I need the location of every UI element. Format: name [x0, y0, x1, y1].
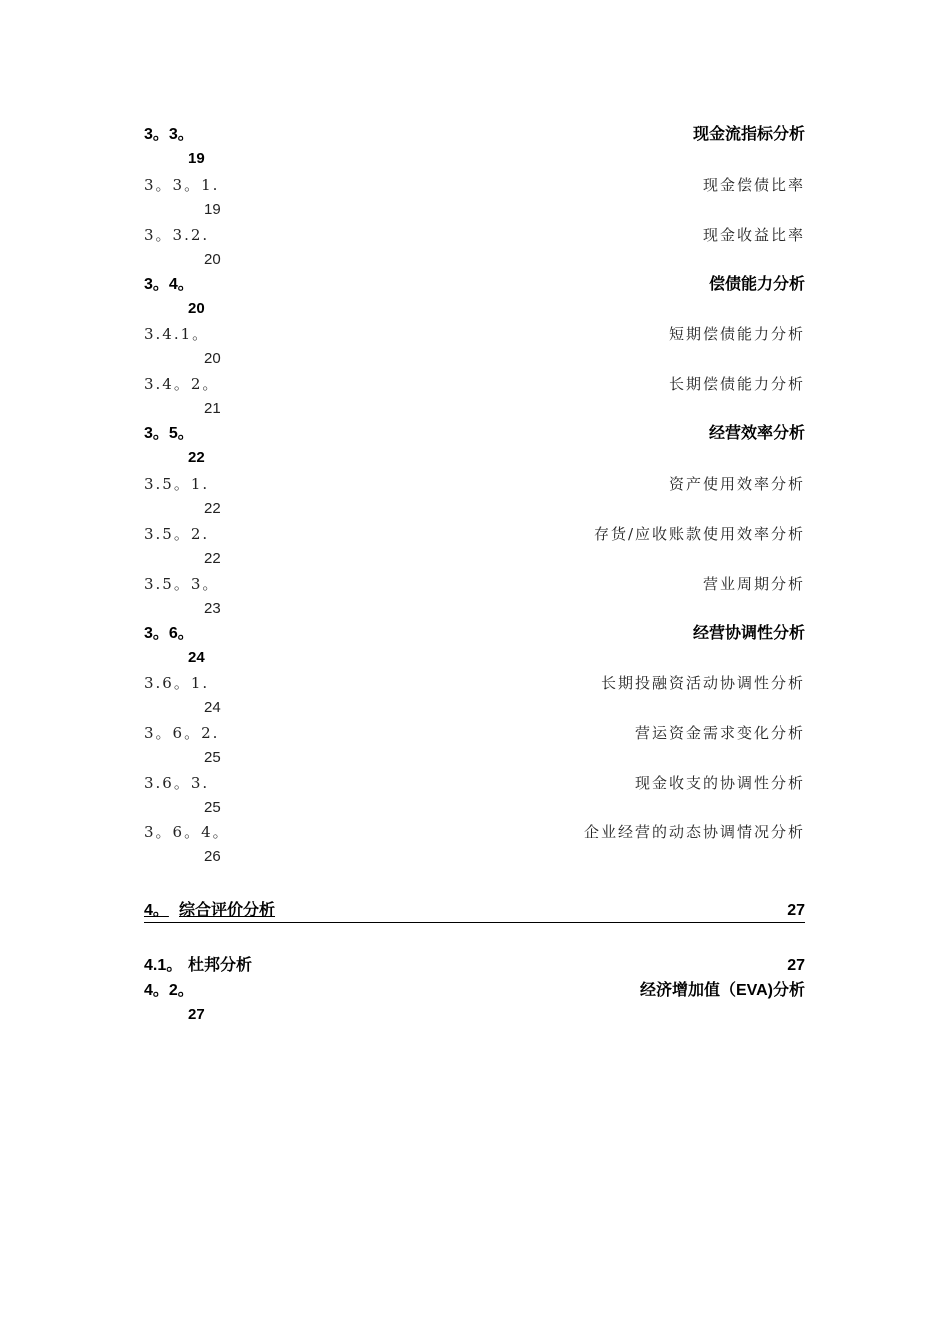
toc-page-number: 22 — [188, 449, 205, 466]
toc-title: 短期偿债能力分析 — [668, 325, 805, 343]
toc-entry-3-6-1[interactable] — [144, 671, 805, 720]
toc-entry-4-1[interactable] — [144, 953, 805, 978]
toc-entry-3-5[interactable] — [144, 421, 805, 470]
toc-page-number: 20 — [204, 350, 221, 367]
toc-title: 企业经营的动态协调情况分析 — [583, 823, 805, 841]
toc-title: 经营协调性分析 — [692, 625, 805, 642]
toc-number: 4。2。 — [144, 982, 194, 999]
toc-number: 3。6。4。 — [144, 823, 230, 841]
toc-page-number: 27 — [787, 902, 805, 919]
toc-entry-4-2[interactable] — [144, 978, 805, 1027]
toc-page-number: 21 — [204, 400, 221, 417]
toc-page-number: 19 — [204, 201, 221, 218]
toc-title: 长期偿债能力分析 — [668, 375, 805, 393]
toc-number: 3.6。1. — [144, 674, 210, 692]
toc-number: 4.1。 — [144, 957, 183, 974]
toc-number: 3.4.1。 — [144, 325, 210, 343]
toc-entry-3-5-1[interactable] — [144, 472, 805, 521]
toc-number: 3。5。 — [144, 425, 194, 442]
toc-page-number: 24 — [188, 649, 205, 666]
toc-number: 3.4。2。 — [144, 375, 220, 393]
toc-title: 营业周期分析 — [702, 575, 805, 593]
toc-page-number: 27 — [188, 1006, 205, 1023]
toc-number: 3。6。 — [144, 625, 194, 642]
toc-title: 现金偿债比率 — [702, 176, 805, 194]
toc-page-number: 24 — [204, 699, 221, 716]
toc-number: 4。 — [144, 902, 169, 919]
toc-title: 存货/应收账款使用效率分析 — [593, 525, 805, 543]
toc-page-number: 27 — [787, 957, 805, 974]
toc-title: 经济增加值（EVA)分析 — [639, 982, 805, 999]
toc-page-number: 20 — [204, 251, 221, 268]
toc-entry-3-4[interactable] — [144, 272, 805, 321]
toc-entry-3-6[interactable] — [144, 621, 805, 670]
toc-entry-3-6-2[interactable] — [144, 721, 805, 770]
toc-entry-3-3-1[interactable] — [144, 173, 805, 222]
toc-title: 经营效率分析 — [708, 425, 805, 442]
toc-entry-3-4-2[interactable] — [144, 372, 805, 421]
toc-number: 3.6。3. — [144, 774, 210, 792]
toc-entry-3-3-2[interactable] — [144, 223, 805, 272]
toc-number: 3。3。1. — [144, 176, 220, 194]
toc-number: 3.5。3。 — [144, 575, 220, 593]
toc-entry-3-4-1[interactable] — [144, 322, 805, 371]
toc-number: 3.5。2. — [144, 525, 210, 543]
toc-page-number: 25 — [204, 799, 221, 816]
toc-page-number: 23 — [204, 600, 221, 617]
toc-title: 现金流指标分析 — [692, 126, 805, 143]
toc-page-number: 25 — [204, 749, 221, 766]
toc-title: 营运资金需求变化分析 — [634, 724, 805, 742]
toc-title: 偿债能力分析 — [708, 276, 805, 293]
toc-title: 现金收支的协调性分析 — [634, 774, 805, 792]
toc-number: 3。6。2. — [144, 724, 220, 742]
toc-entry-3-5-3[interactable] — [144, 572, 805, 621]
toc-page-number: 22 — [204, 500, 221, 517]
toc-title: 综合评价分析 — [179, 902, 276, 919]
toc-number: 3。4。 — [144, 276, 194, 293]
toc-entry-3-3[interactable] — [144, 122, 805, 171]
toc-entry-4[interactable] — [144, 900, 805, 923]
toc-title: 现金收益比率 — [702, 226, 805, 244]
toc-title: 长期投融资活动协调性分析 — [600, 674, 805, 692]
toc-number: 3。3。 — [144, 126, 194, 143]
toc-page-number: 22 — [204, 550, 221, 567]
toc-entry-3-6-4[interactable] — [144, 820, 805, 869]
toc-entry-3-5-2[interactable] — [144, 522, 805, 571]
toc-entry-3-6-3[interactable] — [144, 771, 805, 820]
toc-page-number: 26 — [204, 848, 221, 865]
toc-title: 资产使用效率分析 — [668, 475, 805, 493]
toc-page-number: 19 — [188, 150, 205, 167]
toc-number: 3.5。1. — [144, 475, 210, 493]
toc-title: 杜邦分析 — [188, 957, 253, 974]
toc-number: 3。3.2. — [144, 226, 210, 244]
toc-page-number: 20 — [188, 300, 205, 317]
